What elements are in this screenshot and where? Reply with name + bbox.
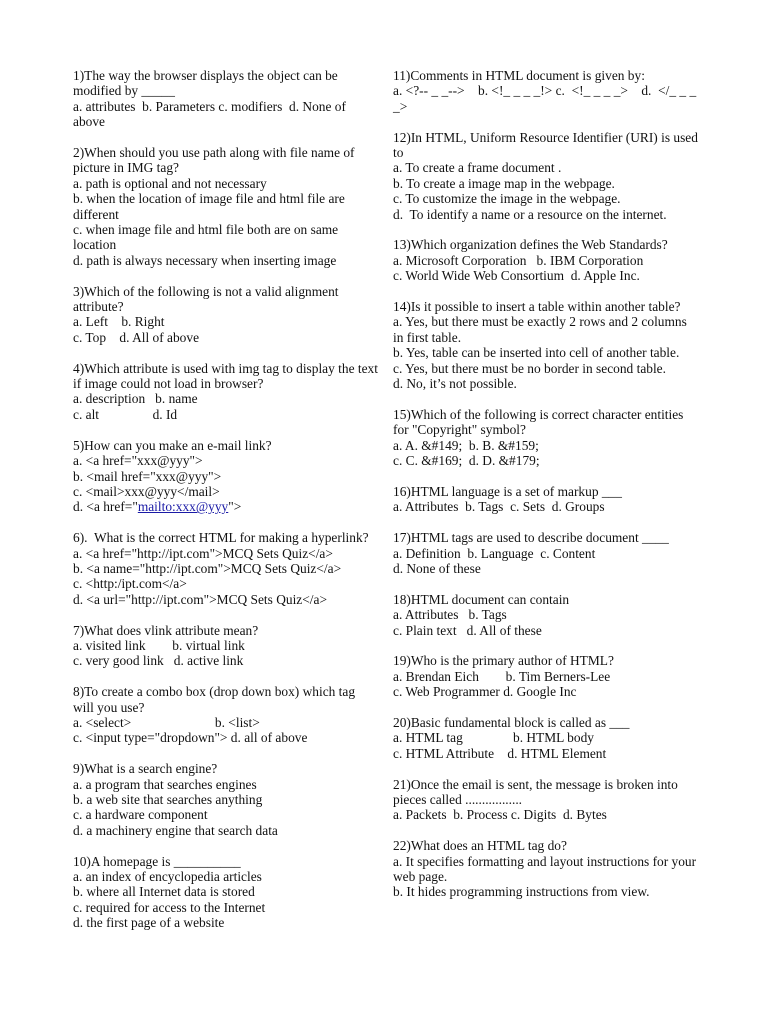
question-block (73, 854, 379, 931)
question-text: 10)A homepage is __________ (73, 853, 241, 869)
question-text: 2)When should you use path along with file name of picture in IMG tag? (73, 145, 358, 176)
question-block (393, 68, 699, 114)
answer-option: a. It specifies formatting and layout instructions for your web page. (393, 853, 700, 884)
question-block (393, 129, 702, 222)
question-block (393, 777, 699, 823)
answer-option: d. No, it’s not possible. (393, 376, 517, 392)
answer-option: b. a web site that searches anything (73, 791, 263, 807)
answer-option: c. <http:/ipt.com</a> (73, 576, 187, 592)
answer-option: a. attributes b. Parameters c. modifiers d. None of above (73, 98, 350, 130)
answer-option: c. Top d. All of above (73, 329, 200, 345)
answer-option: c. HTML Attribute d. HTML Element (393, 745, 607, 761)
question-text: 8)To create a combo box (drop down box) which tag will you use? (73, 684, 359, 715)
answer-option: c. when image file and html file both are on same location (73, 222, 342, 253)
question-text: 1)The way the browser displays the object can be modified by _____ (73, 68, 342, 99)
answer-option: a. description b. name (73, 391, 198, 407)
question-block (73, 623, 379, 669)
answer-option: c. To customize the image in the webpage. (393, 191, 621, 207)
question-block (393, 715, 699, 761)
question-text: 18)HTML document can contain (393, 591, 570, 607)
answer-option: b. where all Internet data is stored (73, 884, 255, 900)
answer-option: c. C. &#169; d. D. &#179; (393, 453, 540, 469)
option-prefix: d. <a href=" (73, 499, 138, 515)
answer-option: b. <a name="http://ipt.com">MCQ Sets Quiz</a> (73, 560, 342, 576)
question-block (73, 145, 379, 268)
question-block (73, 684, 379, 746)
question-text: 14)Is it possible to insert a table within another table? (393, 299, 681, 315)
answer-option: a. Attributes b. Tags (393, 607, 507, 623)
question-text: 6). What is the correct HTML for making a hyperlink? (73, 530, 369, 546)
question-text: 4)Which attribute is used with img tag to display the text if image could not load in browser? (73, 360, 382, 392)
answer-option: a. <select> b. <list> (73, 714, 260, 730)
answer-option: a. Attributes b. Tags c. Sets d. Groups (393, 499, 605, 515)
answer-option: b. Yes, table can be inserted into cell of another table. (393, 345, 680, 361)
question-block (393, 237, 699, 283)
answer-option: a. A. &#149; b. B. &#159; (393, 437, 539, 453)
question-text: 19)Who is the primary author of HTML? (393, 653, 614, 669)
answer-option: d. To identify a name or a resource on the internet. (393, 206, 667, 222)
question-block (393, 407, 699, 469)
answer-option: a. <a href="xxx@yyy"> (73, 453, 203, 469)
answer-option: a. HTML tag b. HTML body (393, 730, 594, 746)
answer-option: c. <input type="dropdown"> d. all of above (73, 730, 308, 746)
question-text: 16)HTML language is a set of markup ___ (393, 483, 622, 499)
answer-option: a. a program that searches engines (73, 776, 257, 792)
answer-option: c. alt d. Id (73, 406, 178, 422)
question-text: 7)What does vlink attribute mean? (73, 622, 259, 638)
question-block (73, 68, 379, 130)
answer-option: a. Packets b. Process c. Digits d. Bytes (393, 807, 607, 823)
question-text: 3)Which of the following is not a valid alignment attribute? (73, 283, 342, 315)
question-block (73, 761, 379, 838)
question-text: 15)Which of the following is correct character entities for "Copyright" symbol? (393, 406, 687, 438)
answer-option: b. To create a image map in the webpage. (393, 175, 615, 191)
answer-option: d. <a url="http://ipt.com">MCQ Sets Quiz</a> (73, 591, 327, 607)
question-block (393, 592, 699, 638)
question-text: 5)How can you make an e-mail link? (73, 437, 272, 453)
question-block (393, 530, 699, 576)
answer-option: b. when the location of image file and html file are different (73, 191, 349, 222)
question-text: 12)In HTML, Uniform Resource Identifier (URI) is used to (393, 129, 702, 161)
question-text: 11)Comments in HTML document is given by: (393, 68, 645, 83)
question-block (393, 299, 699, 391)
right-question-column (393, 68, 702, 915)
question-block (393, 838, 699, 900)
question-text: 22)What does an HTML tag do? (393, 838, 567, 854)
question-text: 13)Which organization defines the Web Standards? (393, 237, 668, 253)
answer-option: d. the first page of a website (73, 915, 225, 931)
answer-option: d. path is always necessary when inserting image (73, 252, 337, 268)
answer-option: a. To create a frame document . (393, 160, 562, 176)
question-block (393, 484, 699, 515)
answer-option: a. <a href="http://ipt.com">MCQ Sets Quiz</a> (73, 545, 333, 561)
answer-option: a. Left b. Right (73, 314, 165, 330)
question-text: 9)What is a search engine? (73, 761, 218, 777)
answer-option: a. path is optional and not necessary (73, 175, 267, 191)
question-text: 20)Basic fundamental block is called as ___ (393, 714, 630, 730)
answer-option: c. Web Programmer d. Google Inc (393, 684, 577, 700)
answer-option: c. a hardware component (73, 807, 208, 823)
answer-option: d. a machinery engine that search data (73, 822, 278, 838)
answer-option: c. Plain text d. All of these (393, 622, 542, 638)
answer-option (73, 499, 379, 514)
mailto-link[interactable]: mailto:xxx@yyy (137, 499, 229, 515)
answer-option: c. World Wide Web Consortium d. Apple Inc. (393, 268, 640, 284)
answer-option: a. Brendan Eich b. Tim Berners-Lee (393, 668, 611, 684)
answer-option: a. Definition b. Language c. Content (393, 545, 596, 561)
answer-option: a. <?-- _ _--> b. <!_ _ _ _!> c. <!_ _ _ _> d. </_ _ _ _> (393, 83, 700, 114)
answer-option: a. visited link b. virtual link (73, 637, 245, 653)
answer-option: b. It hides programming instructions from view. (393, 884, 650, 900)
answer-option: b. <mail href="xxx@yyy"> (73, 468, 222, 484)
answer-option: a. Yes, but there must be exactly 2 rows and 2 columns in first table. (393, 314, 691, 345)
option-suffix: "> (228, 499, 242, 515)
answer-option: c. required for access to the Internet (73, 899, 266, 915)
answer-option: c. very good link d. active link (73, 653, 244, 669)
question-block (73, 438, 379, 515)
left-question-column (73, 68, 382, 946)
question-block (73, 360, 382, 423)
answer-option: a. Microsoft Corporation b. IBM Corporation (393, 252, 644, 268)
answer-option: c. Yes, but there must be no border in second table. (393, 360, 666, 376)
question-block (73, 530, 379, 607)
question-text: 17)HTML tags are used to describe document ____ (393, 530, 669, 546)
question-text: 21)Once the email is sent, the message is broken into pieces called ................. (393, 776, 682, 807)
question-block (73, 284, 379, 346)
answer-option: c. <mail>xxx@yyy</mail> (73, 483, 220, 499)
answer-option: d. None of these (393, 560, 481, 576)
question-block (393, 653, 699, 699)
answer-option: a. an index of encyclopedia articles (73, 868, 262, 884)
